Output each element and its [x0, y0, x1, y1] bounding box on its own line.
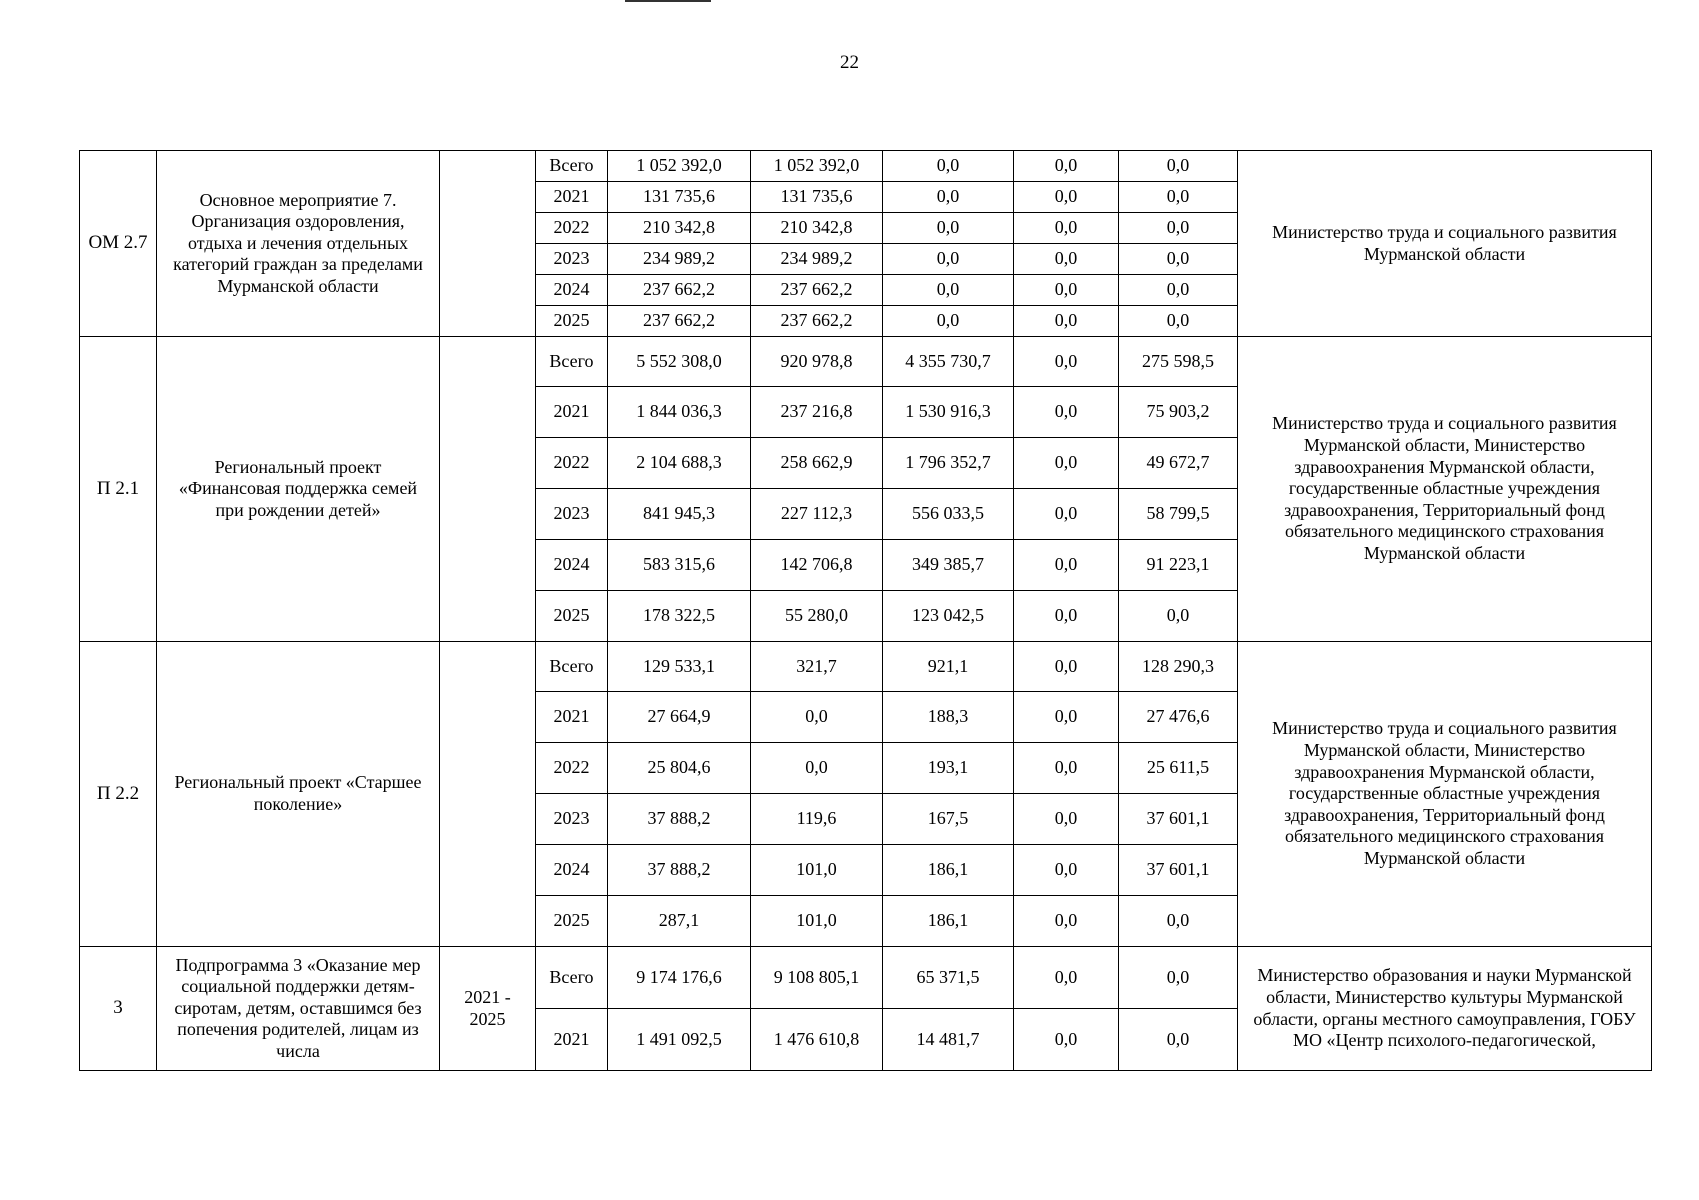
value-cell: 0,0	[883, 275, 1014, 306]
value-cell: 0,0	[1119, 151, 1238, 182]
program-period	[440, 337, 536, 642]
value-cell: 920 978,8	[751, 337, 883, 387]
value-cell: 178 322,5	[608, 591, 751, 642]
value-cell: 349 385,7	[883, 540, 1014, 591]
value-cell: 0,0	[883, 151, 1014, 182]
value-cell: 234 989,2	[608, 244, 751, 275]
value-cell: 0,0	[1014, 591, 1119, 642]
value-cell: 0,0	[1119, 947, 1238, 1009]
year-cell: 2023	[536, 244, 608, 275]
value-cell: 0,0	[1014, 540, 1119, 591]
value-cell: 123 042,5	[883, 591, 1014, 642]
program-code: ОМ 2.7	[80, 151, 157, 337]
value-cell: 0,0	[1014, 896, 1119, 947]
year-cell: Всего	[536, 642, 608, 692]
year-cell: 2022	[536, 743, 608, 794]
value-cell: 186,1	[883, 845, 1014, 896]
value-cell: 0,0	[751, 692, 883, 743]
value-cell: 9 108 805,1	[751, 947, 883, 1009]
year-cell: 2023	[536, 489, 608, 540]
value-cell: 1 052 392,0	[751, 151, 883, 182]
value-cell: 210 342,8	[751, 213, 883, 244]
value-cell: 0,0	[1119, 1009, 1238, 1071]
value-cell: 0,0	[1014, 438, 1119, 489]
value-cell: 131 735,6	[751, 182, 883, 213]
value-cell: 1 491 092,5	[608, 1009, 751, 1071]
value-cell: 227 112,3	[751, 489, 883, 540]
value-cell: 27 664,9	[608, 692, 751, 743]
value-cell: 0,0	[883, 244, 1014, 275]
table-body	[80, 151, 1652, 1071]
value-cell: 583 315,6	[608, 540, 751, 591]
value-cell: 0,0	[1014, 743, 1119, 794]
value-cell: 275 598,5	[1119, 337, 1238, 387]
value-cell: 0,0	[1014, 151, 1119, 182]
value-cell: 0,0	[883, 213, 1014, 244]
value-cell: 25 804,6	[608, 743, 751, 794]
year-cell: Всего	[536, 947, 608, 1009]
year-cell: 2025	[536, 896, 608, 947]
executor-cell: Министерство образования и науки Мурманской области, Министерство культуры Мурманской области, органы местного самоуправления, ГОБУ МО «Центр психолого-педагогической,	[1238, 947, 1652, 1071]
value-cell: 0,0	[1014, 845, 1119, 896]
value-cell: 0,0	[1119, 896, 1238, 947]
value-cell: 101,0	[751, 896, 883, 947]
page-number: 22	[840, 52, 859, 73]
value-cell: 131 735,6	[608, 182, 751, 213]
value-cell: 0,0	[1014, 275, 1119, 306]
value-cell: 0,0	[1014, 794, 1119, 845]
value-cell: 0,0	[1119, 591, 1238, 642]
value-cell: 0,0	[1119, 244, 1238, 275]
value-cell: 91 223,1	[1119, 540, 1238, 591]
value-cell: 58 799,5	[1119, 489, 1238, 540]
program-name: Региональный проект «Финансовая поддержка семей при рождении детей»	[157, 337, 440, 642]
value-cell: 9 174 176,6	[608, 947, 751, 1009]
value-cell: 27 476,6	[1119, 692, 1238, 743]
value-cell: 237 662,2	[751, 306, 883, 337]
year-cell: 2024	[536, 275, 608, 306]
value-cell: 193,1	[883, 743, 1014, 794]
value-cell: 0,0	[751, 743, 883, 794]
executor-cell: Министерство труда и социального развития Мурманской области, Министерство здравоохранения Мурманской области, государственные областные учреждения здравоохранения, Территориальный фонд обязательного медицинского страхования Мурманской области	[1238, 337, 1652, 642]
program-code: П 2.2	[80, 642, 157, 947]
value-cell: 0,0	[1014, 692, 1119, 743]
value-cell: 129 533,1	[608, 642, 751, 692]
year-cell: 2022	[536, 438, 608, 489]
value-cell: 0,0	[1119, 306, 1238, 337]
year-cell: Всего	[536, 337, 608, 387]
executor-cell: Министерство труда и социального развития Мурманской области	[1238, 151, 1652, 337]
table-row	[80, 151, 1652, 182]
scan-mark	[625, 0, 711, 2]
value-cell: 0,0	[1119, 213, 1238, 244]
value-cell: 4 355 730,7	[883, 337, 1014, 387]
value-cell: 841 945,3	[608, 489, 751, 540]
value-cell: 101,0	[751, 845, 883, 896]
year-cell: Всего	[536, 151, 608, 182]
value-cell: 287,1	[608, 896, 751, 947]
program-code: П 2.1	[80, 337, 157, 642]
value-cell: 0,0	[1014, 1009, 1119, 1071]
value-cell: 0,0	[1014, 306, 1119, 337]
program-name: Основное мероприятие 7. Организация оздоровления, отдыха и лечения отдельных категорий граждан за пределами Мурманской области	[157, 151, 440, 337]
value-cell: 0,0	[1014, 489, 1119, 540]
value-cell: 258 662,9	[751, 438, 883, 489]
value-cell: 25 611,5	[1119, 743, 1238, 794]
value-cell: 556 033,5	[883, 489, 1014, 540]
value-cell: 37 888,2	[608, 845, 751, 896]
value-cell: 167,5	[883, 794, 1014, 845]
program-period	[440, 151, 536, 337]
value-cell: 1 476 610,8	[751, 1009, 883, 1071]
year-cell: 2022	[536, 213, 608, 244]
value-cell: 0,0	[1014, 947, 1119, 1009]
value-cell: 0,0	[1014, 182, 1119, 213]
year-cell: 2025	[536, 591, 608, 642]
value-cell: 55 280,0	[751, 591, 883, 642]
year-cell: 2024	[536, 845, 608, 896]
value-cell: 1 796 352,7	[883, 438, 1014, 489]
year-cell: 2021	[536, 1009, 608, 1071]
value-cell: 237 662,2	[751, 275, 883, 306]
value-cell: 1 052 392,0	[608, 151, 751, 182]
program-period: 2021 - 2025	[440, 947, 536, 1071]
value-cell: 0,0	[1014, 387, 1119, 438]
year-cell: 2025	[536, 306, 608, 337]
value-cell: 0,0	[1014, 244, 1119, 275]
value-cell: 237 662,2	[608, 306, 751, 337]
table-row	[80, 947, 1652, 1009]
value-cell: 0,0	[1119, 182, 1238, 213]
value-cell: 37 888,2	[608, 794, 751, 845]
budget-table	[79, 150, 1652, 1071]
value-cell: 142 706,8	[751, 540, 883, 591]
program-name: Региональный проект «Старшее поколение»	[157, 642, 440, 947]
value-cell: 321,7	[751, 642, 883, 692]
value-cell: 1 530 916,3	[883, 387, 1014, 438]
year-cell: 2021	[536, 692, 608, 743]
value-cell: 0,0	[1014, 642, 1119, 692]
value-cell: 128 290,3	[1119, 642, 1238, 692]
value-cell: 188,3	[883, 692, 1014, 743]
value-cell: 119,6	[751, 794, 883, 845]
program-code: 3	[80, 947, 157, 1071]
value-cell: 37 601,1	[1119, 794, 1238, 845]
value-cell: 210 342,8	[608, 213, 751, 244]
value-cell: 0,0	[883, 182, 1014, 213]
value-cell: 0,0	[1014, 213, 1119, 244]
value-cell: 14 481,7	[883, 1009, 1014, 1071]
value-cell: 0,0	[883, 306, 1014, 337]
year-cell: 2024	[536, 540, 608, 591]
value-cell: 0,0	[1119, 275, 1238, 306]
program-period	[440, 642, 536, 947]
value-cell: 65 371,5	[883, 947, 1014, 1009]
value-cell: 5 552 308,0	[608, 337, 751, 387]
value-cell: 237 662,2	[608, 275, 751, 306]
value-cell: 37 601,1	[1119, 845, 1238, 896]
year-cell: 2021	[536, 387, 608, 438]
value-cell: 186,1	[883, 896, 1014, 947]
program-name: Подпрограмма 3 «Оказание мер социальной поддержки детям-сиротам, детям, оставшимся без попечения родителей, лицам из числа	[157, 947, 440, 1071]
value-cell: 49 672,7	[1119, 438, 1238, 489]
year-cell: 2021	[536, 182, 608, 213]
value-cell: 1 844 036,3	[608, 387, 751, 438]
value-cell: 234 989,2	[751, 244, 883, 275]
value-cell: 75 903,2	[1119, 387, 1238, 438]
value-cell: 237 216,8	[751, 387, 883, 438]
value-cell: 2 104 688,3	[608, 438, 751, 489]
value-cell: 921,1	[883, 642, 1014, 692]
value-cell: 0,0	[1014, 337, 1119, 387]
table-row	[80, 337, 1652, 387]
executor-cell: Министерство труда и социального развития Мурманской области, Министерство здравоохранения Мурманской области, государственные областные учреждения здравоохранения, Территориальный фонд обязательного медицинского страхования Мурманской области	[1238, 642, 1652, 947]
table-row	[80, 642, 1652, 692]
year-cell: 2023	[536, 794, 608, 845]
